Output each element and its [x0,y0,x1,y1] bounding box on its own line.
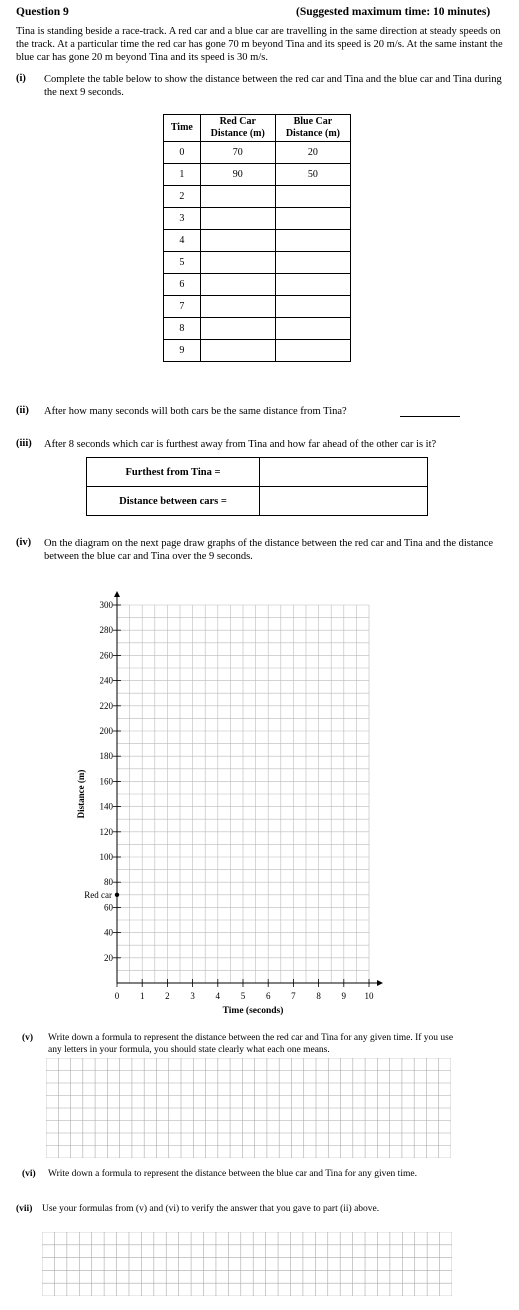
furthest-answer-cell[interactable] [260,458,428,487]
part-iv-number: (iv) [16,537,32,548]
y-tick-label: 160 [99,776,113,787]
red-car-annotation: Red car [84,889,112,900]
x-tick-label: 4 [215,991,221,1001]
distance-answer-cell[interactable] [260,487,428,516]
furthest-label: Furthest from Tina = [87,458,260,487]
cell-blue[interactable] [275,296,350,318]
cell-red[interactable] [200,230,275,252]
y-tick-label: 140 [99,801,113,812]
cell-time: 3 [164,208,201,230]
distance-table [163,114,351,362]
col-header-red-1: Red Car [219,116,256,127]
part-vi-text: Write down a formula to represent the distance between the blue car and Tina for any given time. [48,1169,417,1179]
part-i-text: Complete the table below to show the distance between the red car and Tina and the blue car and Tina during the next 9 seconds. [44,74,502,98]
cell-blue[interactable] [275,252,350,274]
part-vii-answer-grid[interactable] [42,1232,452,1296]
part-vi-number: (vi) [22,1169,36,1179]
y-axis-arrow [114,591,120,597]
y-tick-label: 220 [99,700,113,711]
part-ii-text: After how many seconds will both cars be the same distance from Tina? [44,406,347,417]
table-row [164,142,351,164]
part-vii-number: (vii) [16,1204,33,1214]
question-title: Question 9 [16,6,69,18]
cell-blue[interactable] [275,208,350,230]
part-v-text: Write down a formula to represent the distance between the red car and Tina for any given time. If you use any letters in your formula, you should state clearly what each one means. [48,1033,454,1055]
y-tick-label: 60 [104,902,113,913]
table-row [164,274,351,296]
cell-time: 5 [164,252,201,274]
y-tick-label: 120 [99,826,113,837]
cell-time: 0 [164,142,201,164]
cell-red[interactable] [200,296,275,318]
table-row [164,208,351,230]
part-iii-number: (iii) [16,438,32,449]
x-tick-label: 0 [114,991,120,1001]
table-row [164,186,351,208]
part-i-number: (i) [16,73,26,84]
y-tick-label: 100 [99,852,113,862]
col-header-blue-2: Distance (m) [285,128,340,139]
cell-red[interactable]: 90 [200,164,275,186]
cell-blue[interactable] [275,340,350,362]
cell-time: 2 [164,186,201,208]
cell-red[interactable] [200,340,275,362]
table-row [164,318,351,340]
x-tick-label: 1 [139,991,145,1001]
cell-blue[interactable]: 50 [275,164,350,186]
cell-red[interactable] [200,186,275,208]
part-iv-text: On the diagram on the next page draw graphs of the distance between the red car and Tina and the distance between the blue car and Tina over the 9 seconds. [44,538,494,562]
col-header-red [200,115,275,142]
grid-lines [46,1058,451,1158]
y-tick-label: 300 [99,600,113,610]
x-axis-arrow [377,980,383,986]
part-ii-number: (ii) [16,405,29,416]
answer-table [86,457,428,516]
cell-blue[interactable] [275,230,350,252]
cell-blue[interactable]: 20 [275,142,350,164]
x-tick-label: 10 [364,991,374,1001]
cell-time: 1 [164,164,201,186]
table-row [164,164,351,186]
x-tick-label: 5 [240,991,246,1001]
part-v-number: (v) [22,1033,34,1043]
cell-blue[interactable] [275,274,350,296]
y-tick-label: 180 [99,751,113,762]
y-axis-label: Distance (m) [76,769,86,819]
intro-text: Tina is standing beside a race-track. A red car and a blue car are travelling in the same direction at steady speeds on the track. At a particular time the red car has gone 70 m beyond Tina and its speed is 20 m/s. At the same instant the blue car has gone 20 m beyond Tina and its speed is 30 m/s. [16,26,503,63]
y-tick-label: 20 [104,952,113,963]
cell-time: 9 [164,340,201,362]
grid-lines [42,1232,452,1296]
cell-blue[interactable] [275,318,350,340]
x-tick-label: 3 [190,991,195,1001]
cell-red[interactable] [200,318,275,340]
cell-blue[interactable] [275,186,350,208]
x-axis-label: Time (seconds) [222,1006,284,1016]
cell-time: 7 [164,296,201,318]
y-tick-label: 80 [104,877,113,888]
table-row [164,296,351,318]
y-tick-label: 200 [99,726,113,736]
x-tick-label: 2 [165,991,170,1001]
y-tick-label: 280 [99,625,113,636]
part-vii-text: Use your formulas from (v) and (vi) to verify the answer that you gave to part (ii) above. [42,1204,380,1214]
cell-red[interactable]: 70 [200,142,275,164]
cell-time: 4 [164,230,201,252]
col-header-blue [275,115,350,142]
col-header-red-2: Distance (m) [210,128,265,139]
part-ii-answer-line[interactable] [400,416,460,417]
cell-red[interactable] [200,252,275,274]
col-header-time: Time [164,115,201,142]
distance-time-graph[interactable] [0,580,519,1020]
distance-label: Distance between cars = [87,487,260,516]
x-tick-label: 8 [316,991,321,1001]
table-row [164,252,351,274]
cell-time: 6 [164,274,201,296]
col-header-blue-1: Blue Car [293,116,333,127]
x-tick-label: 7 [291,991,296,1001]
part-v-answer-grid[interactable] [46,1058,451,1158]
part-iii-text: After 8 seconds which car is furthest away from Tina and how far ahead of the other car is it? [44,439,437,450]
cell-red[interactable] [200,274,275,296]
x-tick-label: 9 [341,991,347,1001]
suggested-time: (Suggested maximum time: 10 minutes) [296,6,491,18]
cell-red[interactable] [200,208,275,230]
y-tick-label: 260 [99,650,113,661]
y-tick-label: 240 [99,675,113,686]
table-row [164,230,351,252]
cell-time: 8 [164,318,201,340]
red-car-point [115,893,119,897]
x-tick-label: 6 [265,991,271,1001]
y-tick-label: 40 [104,927,113,938]
table-row [164,340,351,362]
